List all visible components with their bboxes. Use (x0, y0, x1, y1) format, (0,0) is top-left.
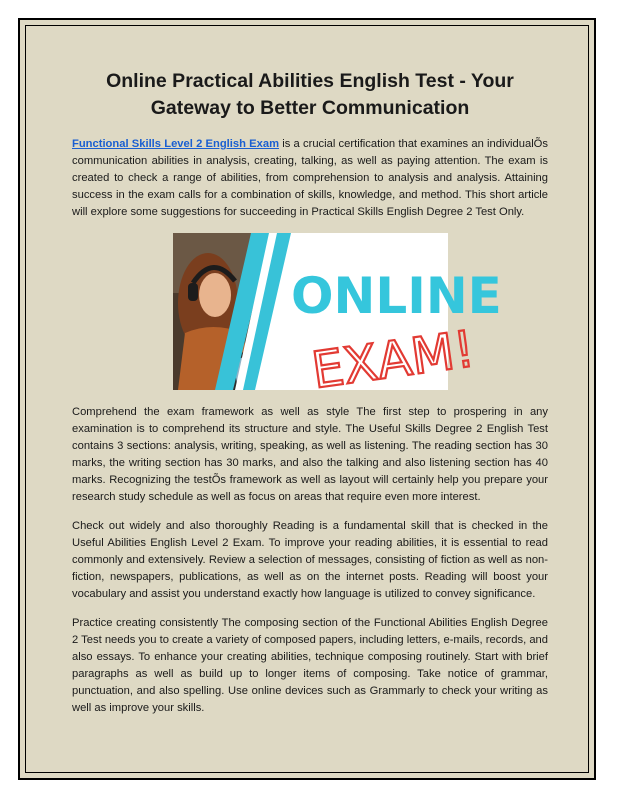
page-title: Online Practical Abilities English Test - Your Gateway to Better Communication (106, 70, 514, 119)
paragraph-structure: Comprehend the exam framework as well as style The first step to prospering in any examination is to comprehend its structure and style. The Useful Skills Degree 2 English Test contains 3 sections: analysis, writing, speaking, as well as listening. The reading section has 30 marks, the writing section has 30 marks, and also the talking and also listening section has 40 marks. Recognizing the testÕs framework as well as layout will certainly help you prepare your research study schedule as well as focus on areas that require even more interest. (72, 406, 548, 503)
paragraph-writing: Practice creating consistently The composing section of the Functional Abilities English Degree 2 Test needs you to create a variety of composed papers, including letters, e-mails, records, and also essays. To enhance your creating abilities, technique composing routinely. Start with brief paragraphs as well as build up to longer items of composing. Take notice of grammar, punctuation, and also spelling. Use online devices such as Grammarly to check your writing as well as improve your skills. (72, 617, 548, 714)
intro-paragraph (72, 136, 548, 221)
exam-link[interactable]: Functional Skills Level 2 English Exam (72, 138, 280, 150)
online-word: ONLINE (290, 267, 502, 325)
intro-text: is a crucial certification that examines an individualÕs communication abilities in analysis, creating, talking, as well as paying attention. The exam is created to check a range of abilities, from comprehension to analysis and analysis. Attaining success in the exam calls for a combination of skills, knowledge, and method. This short article will explore some suggestions for succeeding in Practical Skills English Degree 2 Test Only. (72, 138, 548, 218)
online-exam-illustration (173, 233, 502, 400)
online-exam-image (173, 233, 502, 400)
paragraph-reading: Check out widely and also thoroughly Reading is a fundamental skill that is checked in the Useful Abilities English Level 2 Exam. To improve your reading abilities, it is essential to read commonly and extensively. Review a selection of messages, consisting of fiction as well as non-fiction, newspapers, publications, as well as on the internet posts. Reading will boost your vocabulary and assist you understand exactly how language is utilized to convey significance. (72, 520, 548, 600)
document-content (72, 68, 548, 729)
document-page (18, 18, 596, 780)
exam-word: EXAM! (307, 319, 478, 400)
